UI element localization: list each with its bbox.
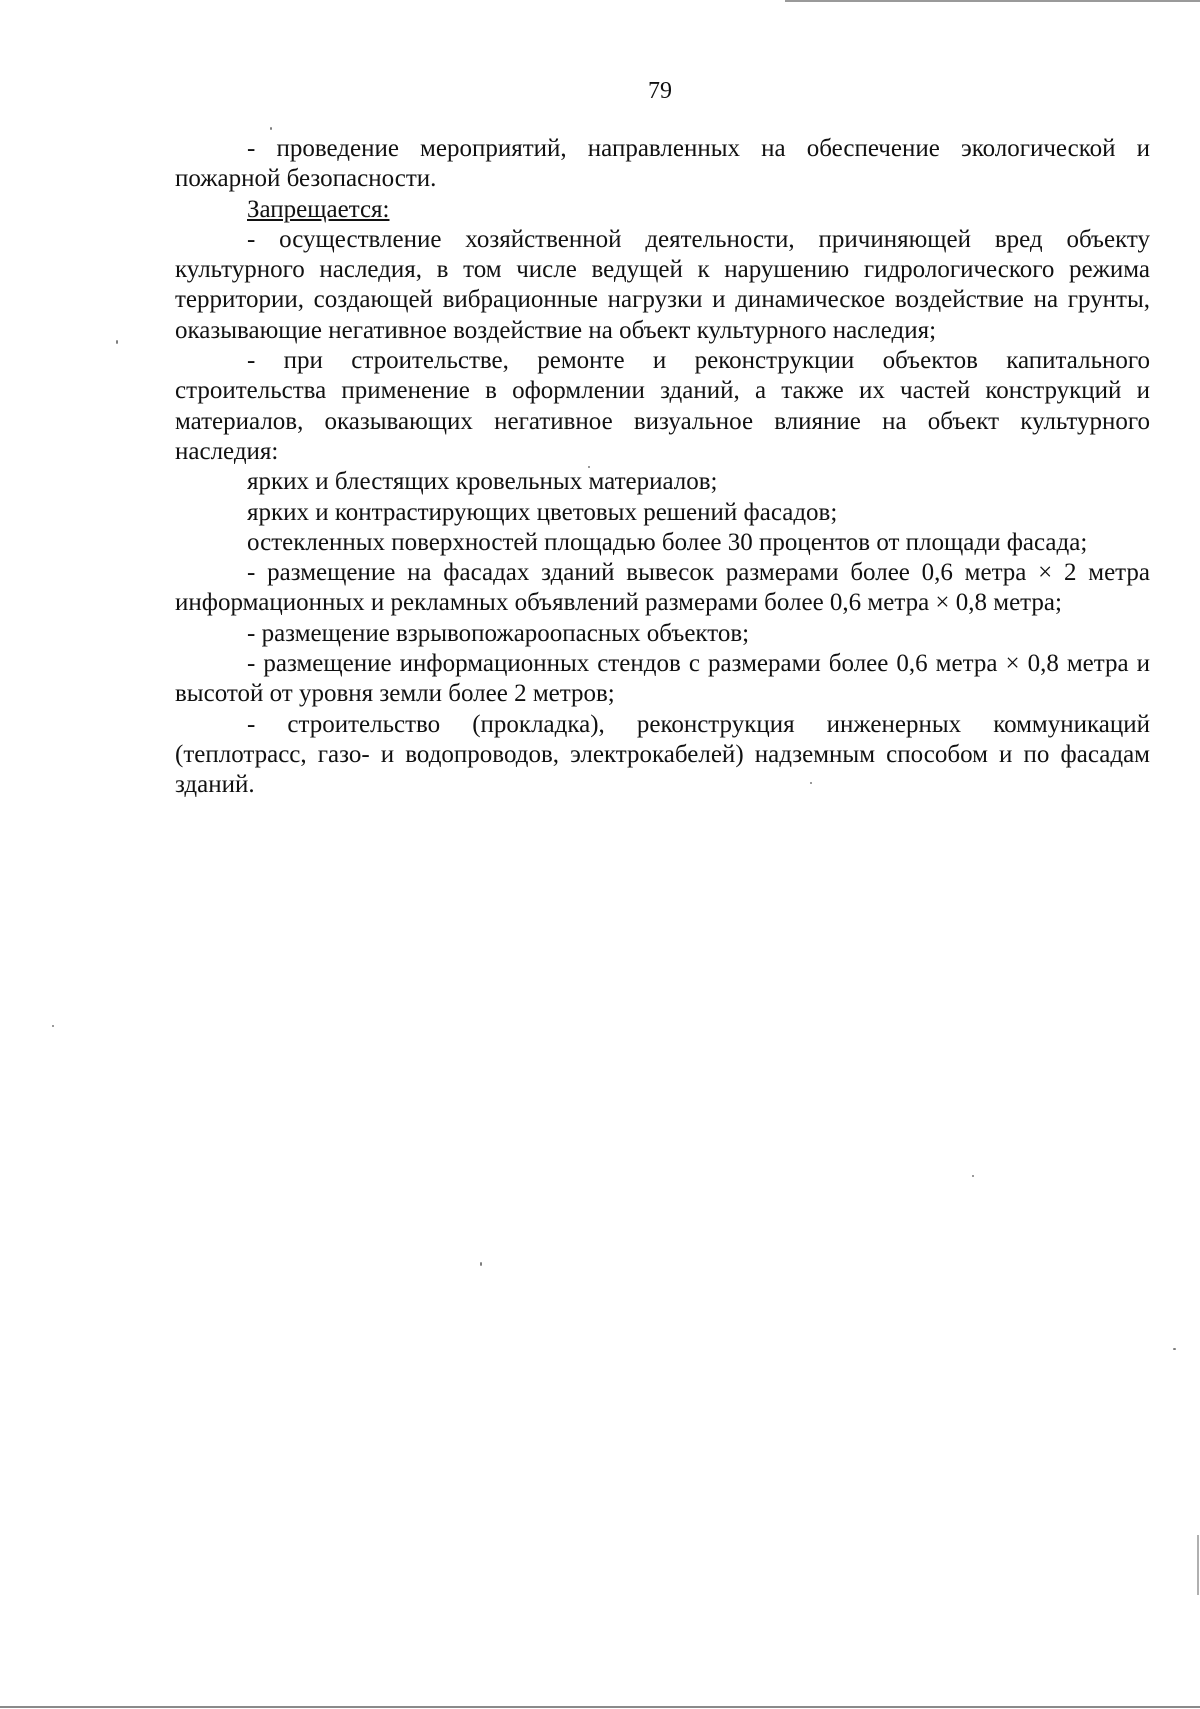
- scan-speck: [1173, 1348, 1176, 1350]
- scan-speck: [480, 1262, 482, 1266]
- paragraph-economic-activity: - осуществление хозяйственной деятельности, причиняющей вред объекту культурного наследия, в том числе ведущей к нарушению гидрологического режима территории, создающей вибрационные нагрузки и динамическое воздействие на грунты, оказывающие негативное воздействие на объект культурного наследия;: [175, 225, 1150, 344]
- scan-speck: [810, 782, 812, 784]
- scan-top-edge: [785, 0, 1200, 2]
- page-number: 79: [648, 78, 672, 104]
- paragraph-construction: - при строительстве, ремонте и реконструкции объектов капитального строительства применение в оформлении зданий, а также их частей конструкций и материалов, оказывающих негативное визуальное влияние на объект культурного наследия:: [175, 347, 1150, 465]
- paragraph-info-stands: - размещение информационных стендов с размерами более 0,6 метра × 0,8 метра и высотой от уровня земли более 2 метров;: [175, 650, 1150, 708]
- list-item-glazing: остекленных поверхностей площадью более 30 процентов от площади фасада;: [247, 528, 1088, 556]
- heading-prohibited: [175, 195, 1150, 225]
- scan-speck: [52, 1025, 54, 1027]
- scan-speck: [588, 466, 590, 468]
- list-item-facade-colors: ярких и контрастирующих цветовых решений фасадов;: [247, 498, 838, 526]
- document-body: [175, 134, 1150, 801]
- scan-speck: [270, 127, 272, 130]
- prohibited-label: Запрещается:: [247, 195, 390, 223]
- scan-bottom-edge: [0, 1706, 1200, 1708]
- paragraph-measures: - проведение мероприятий, направленных на обеспечение экологической и пожарной безопасности.: [175, 135, 1150, 193]
- paragraph-utilities: - строительство (прокладка), реконструкция инженерных коммуникаций (теплотрасс, газо- и водопроводов, электрокабелей) надземным способом и по фасадам зданий.: [175, 710, 1150, 799]
- paragraph-signage: - размещение на фасадах зданий вывесок размерами более 0,6 метра × 2 метра информационных и рекламных объявлений размерами более 0,6 метра × 0,8 метра;: [175, 559, 1150, 617]
- scan-speck: [972, 1175, 974, 1177]
- list-item-roofing: ярких и блестящих кровельных материалов;: [247, 468, 718, 496]
- paragraph-explosive-objects: - размещение взрывопожароопасных объектов;: [247, 619, 750, 647]
- scan-right-edge: [1197, 1535, 1199, 1595]
- scan-speck: [116, 340, 118, 344]
